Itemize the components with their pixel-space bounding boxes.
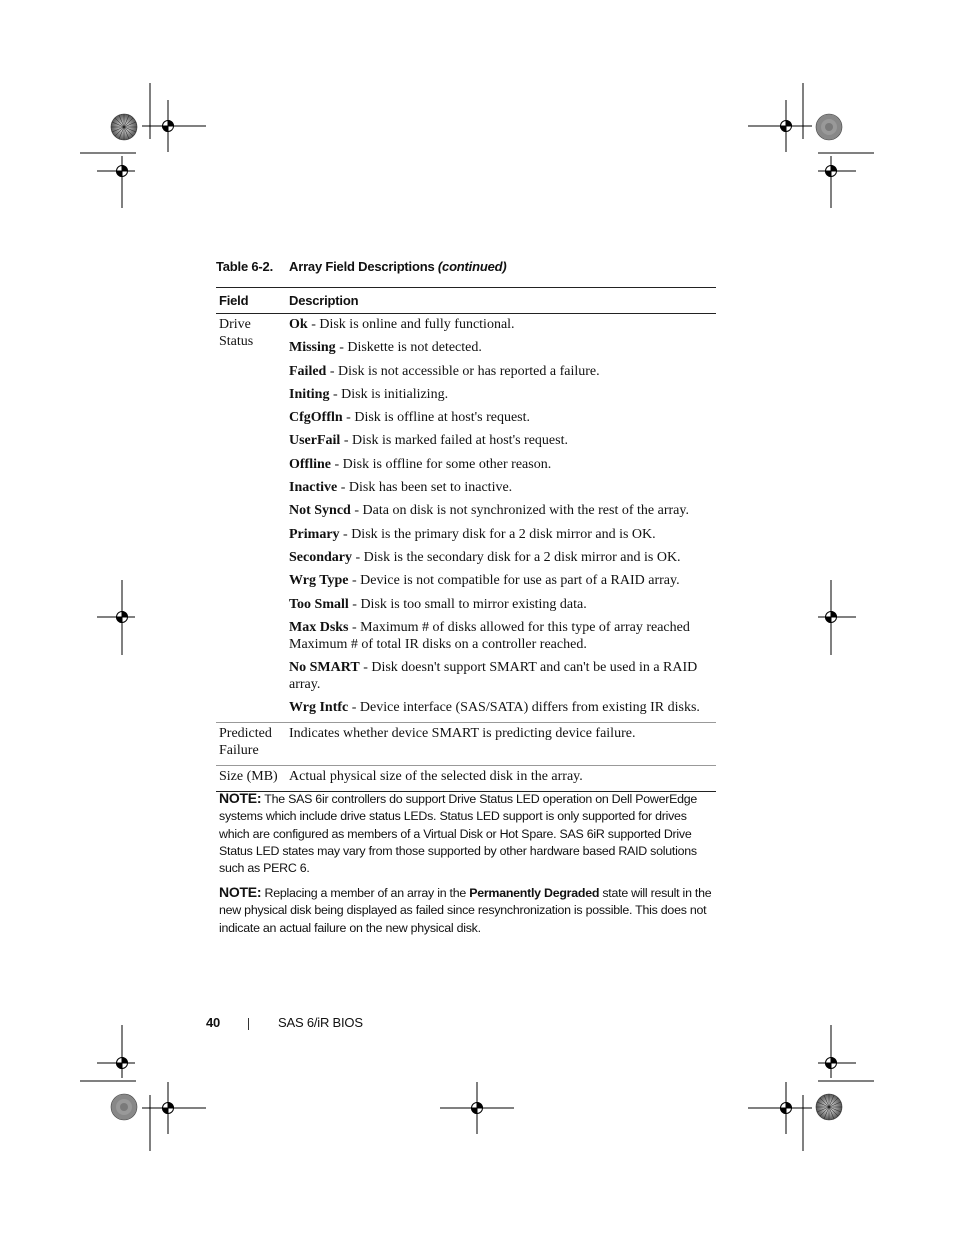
note-led-support [219, 790, 717, 877]
footer-divider [248, 1018, 249, 1030]
list-item: Failed - Disk is not accessible or has reported a failure. [289, 363, 600, 379]
note-permanently-degraded: NOTE: Replacing a member of an array in the Permanently Degraded state will result in the new physical disk being displayed as failed since resynchronization is possible. This does not indicate an actual failure on the new physical disk. [219, 884, 712, 935]
list-item: No SMART - Disk doesn't support SMART and can't be used in a RAID array. [289, 660, 698, 693]
list-item: Wrg Type - Device is not compatible for use as part of a RAID array. [289, 573, 680, 589]
header-field: Field [219, 293, 249, 308]
list-item: Wrg Intfc - Device interface (SAS/SATA) differs from existing IR disks. [289, 700, 700, 716]
list-item: Not Syncd - Data on disk is not synchronized with the rest of the array. [289, 503, 689, 519]
array-field-table [216, 287, 716, 792]
note-text: The SAS 6ir controllers do support Drive Status LED operation on Dell PowerEdge systems which include drive status LEDs. Status LED support is only supported for drives which are configured as members of a Virtual Disk or Hot Spare. SAS 6iR supported Drive Status LED states may vary from those supported by other hardware based RAID solutions such as PERC 6. [219, 792, 698, 876]
predicted-failure-description: Indicates whether device SMART is predicting device failure. [289, 726, 636, 742]
list-item: Ok - Disk is online and fully functional. [289, 317, 515, 332]
field-drive-status: Drive Status [219, 317, 254, 349]
list-item: Max Dsks - Maximum # of disks allowed for this type of array reached Maximum # of total IR disks on a controller reached. [289, 619, 690, 652]
note-label: NOTE: [219, 884, 262, 900]
table-title: Array Field Descriptions [289, 259, 435, 274]
page-number: 40 [206, 1015, 221, 1030]
table-continued: (continued) [437, 259, 507, 274]
field-size: Size (MB) [219, 769, 278, 785]
table-header [216, 288, 716, 314]
table-row [216, 722, 716, 765]
table-number: Table 6-2. [216, 259, 274, 274]
list-item: Offline - Disk is offline for some other reason. [289, 456, 552, 472]
list-item: Secondary - Disk is the secondary disk for a 2 disk mirror and is OK. [289, 549, 681, 565]
list-item: Inactive - Disk has been set to inactive. [289, 480, 513, 496]
list-item: Missing - Diskette is not detected. [289, 340, 482, 356]
table-row [216, 314, 716, 722]
list-item: UserFail - Disk is marked failed at host's request. [289, 433, 568, 449]
page-footer [206, 1015, 363, 1030]
doc-title: SAS 6/iR BIOS [278, 1015, 363, 1030]
list-item: CfgOffln - Disk is offline at host's request. [289, 410, 531, 426]
size-description: Actual physical size of the selected disk in the array. [289, 769, 583, 785]
drive-status-list [286, 314, 716, 722]
field-predicted-failure: Predicted Failure [219, 726, 272, 759]
table-caption [216, 259, 506, 274]
list-item: Too Small - Disk is too small to mirror existing data. [289, 596, 587, 612]
list-item: Initing - Disk is initializing. [289, 386, 449, 402]
header-description: Description [289, 293, 359, 308]
note-label: NOTE: [219, 790, 262, 806]
table-row [216, 765, 716, 791]
list-item: Primary - Disk is the primary disk for a 2 disk mirror and is OK. [289, 526, 656, 542]
state-name: Permanently Degraded [469, 886, 600, 900]
